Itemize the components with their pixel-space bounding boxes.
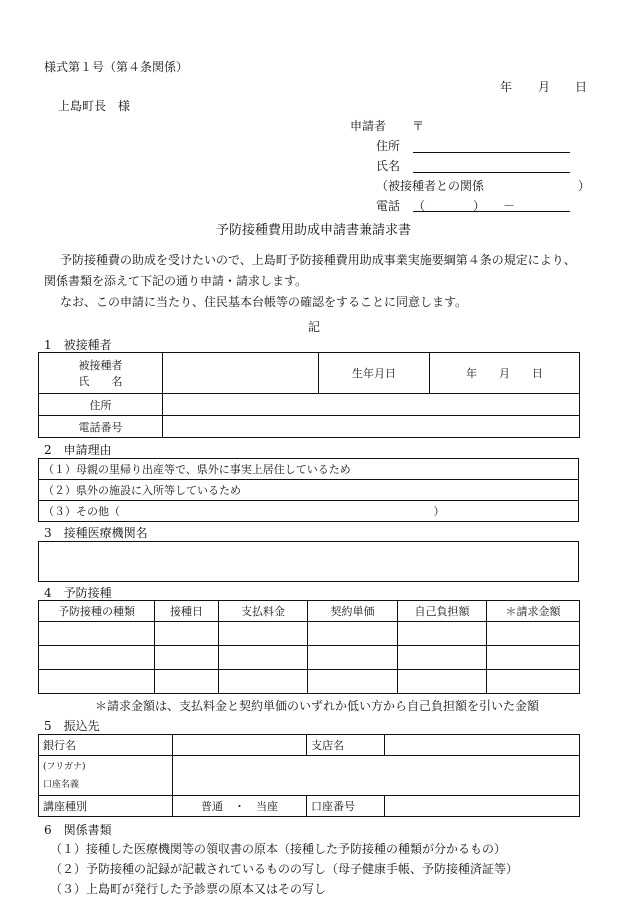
document-item-3: （３）上島町が発行した予診票の原本又はその写し <box>50 882 327 896</box>
section-5-heading: 5 振込先 <box>44 719 100 733</box>
branch-name-field[interactable] <box>385 735 580 756</box>
vaccination-table <box>38 600 580 694</box>
reason-item-1[interactable]: （１）母親の里帰り出産等で、県外に事実上居住しているため <box>39 459 579 480</box>
birth-date-field[interactable]: 年 月 日 <box>430 353 580 394</box>
reason-table <box>38 458 579 522</box>
account-holder-label: 口座名義 <box>43 779 80 790</box>
birth-date-label: 生年月日 <box>319 353 430 394</box>
table-row <box>39 622 580 646</box>
vaccination-header-type: 予防接種の種類 <box>39 601 155 622</box>
section-1-heading: 1 被接種者 <box>44 338 112 352</box>
relation-close: ） <box>578 179 591 193</box>
bank-table <box>38 734 580 817</box>
account-number-label: 口座番号 <box>307 796 385 817</box>
document-item-1: （１）接種した医療機関等の領収書の原本（接種した予防接種の種類が分かるもの） <box>50 842 507 856</box>
vaccination-cell[interactable] <box>487 670 580 694</box>
account-type-options[interactable]: 普通 ・ 当座 <box>173 796 307 817</box>
table-row <box>39 646 580 670</box>
section-2-heading: 2 申請理由 <box>44 443 112 457</box>
relation-label: （被接種者との関係 <box>376 179 485 193</box>
recipient-phone-field[interactable] <box>163 416 580 438</box>
recipient-name-label-cell <box>39 353 163 394</box>
reason-item-3-label: （３）その他（ <box>43 505 120 518</box>
vaccination-cell[interactable] <box>155 670 219 694</box>
vaccination-cell[interactable] <box>39 670 155 694</box>
table-row <box>39 670 580 694</box>
section-3-heading: 3 接種医療機関名 <box>44 526 148 540</box>
recipient-table <box>38 352 580 438</box>
applicant-label: 申請者 <box>350 119 387 133</box>
applicant-address-line[interactable] <box>413 152 570 153</box>
date-year-label: 年 <box>500 80 513 94</box>
vaccination-header-date: 接種日 <box>155 601 219 622</box>
branch-name-label: 支店名 <box>307 735 385 756</box>
account-type-label: 講座種別 <box>39 796 173 817</box>
account-holder-field[interactable] <box>173 756 580 796</box>
applicant-phone-line[interactable] <box>413 211 570 212</box>
reason-item-3[interactable] <box>39 501 579 522</box>
recipient-address-label: 住所 <box>39 394 163 416</box>
vaccination-header-copay: 自己負担額 <box>398 601 487 622</box>
body-paragraph-1-line-2: 関係書類を添えて下記の通り申請・請求します。 <box>44 274 308 288</box>
body-paragraph-1-line-1: 予防接種費の助成を受けたいので、上島町予防接種費用助成事業実施要綱第４条の規定により、 <box>60 253 576 267</box>
date-month-label: 月 <box>538 80 551 94</box>
vaccination-header-paid: 支払料金 <box>219 601 308 622</box>
body-paragraph-2: なお、この申請に当たり、住民基本台帳等の確認をすることに同意します。 <box>60 295 468 309</box>
applicant-name-label: 氏名 <box>376 159 401 173</box>
recipient-name-label-1: 被接種者 <box>78 359 123 372</box>
applicant-name-line[interactable] <box>413 172 570 173</box>
furigana-label: (フリガナ) <box>43 761 86 772</box>
section-4-heading: 4 予防接種 <box>44 586 112 600</box>
recipient-phone-label: 電話番号 <box>39 416 163 438</box>
bank-name-field[interactable] <box>173 735 307 756</box>
applicant-phone-label: 電話 <box>376 199 401 213</box>
vaccination-header-unit-price: 契約単価 <box>308 601 398 622</box>
vaccination-cell[interactable] <box>39 646 155 670</box>
recipient-name-field[interactable] <box>163 353 319 394</box>
vaccination-cell[interactable] <box>308 670 398 694</box>
vaccination-cell[interactable] <box>155 622 219 646</box>
reason-item-2[interactable]: （２）県外の施設に入所等しているため <box>39 480 579 501</box>
vaccination-cell[interactable] <box>219 622 308 646</box>
applicant-phone-format: （ ） － <box>413 199 516 213</box>
document-item-2: （２）予防接種の記録が記載されているものの写し（母子健康手帳、予防接種済証等） <box>50 862 519 876</box>
vaccination-header-claim: ＊請求金額 <box>487 601 580 622</box>
postal-mark: 〒 <box>412 119 425 133</box>
applicant-address-label: 住所 <box>376 139 401 153</box>
ki-heading: 記 <box>308 320 321 334</box>
recipient-name-label-2: 氏 名 <box>78 375 123 388</box>
clinic-name-field[interactable] <box>39 542 579 582</box>
form-number: 様式第１号（第４条関係） <box>44 60 189 74</box>
claim-amount-note: ＊請求金額は、支払料金と契約単価のいずれか低い方から自己負担額を引いた金額 <box>95 699 540 713</box>
vaccination-cell[interactable] <box>155 646 219 670</box>
vaccination-cell[interactable] <box>219 646 308 670</box>
document-title: 予防接種費用助成申請書兼請求書 <box>216 223 412 238</box>
date-day-label: 日 <box>575 80 588 94</box>
account-holder-label-cell <box>39 756 173 796</box>
vaccination-cell[interactable] <box>308 646 398 670</box>
vaccination-cell[interactable] <box>398 646 487 670</box>
section-6-heading: 6 関係書類 <box>44 823 112 837</box>
addressee: 上島町長 様 <box>58 99 131 113</box>
vaccination-cell[interactable] <box>398 622 487 646</box>
vaccination-cell[interactable] <box>308 622 398 646</box>
account-number-field[interactable] <box>385 796 580 817</box>
vaccination-cell[interactable] <box>219 670 308 694</box>
vaccination-cell[interactable] <box>398 670 487 694</box>
recipient-address-field[interactable] <box>163 394 580 416</box>
vaccination-cell[interactable] <box>487 622 580 646</box>
clinic-table <box>38 541 579 582</box>
vaccination-cell[interactable] <box>487 646 580 670</box>
bank-name-label: 銀行名 <box>39 735 173 756</box>
vaccination-cell[interactable] <box>39 622 155 646</box>
reason-other-close: ） <box>433 505 445 518</box>
